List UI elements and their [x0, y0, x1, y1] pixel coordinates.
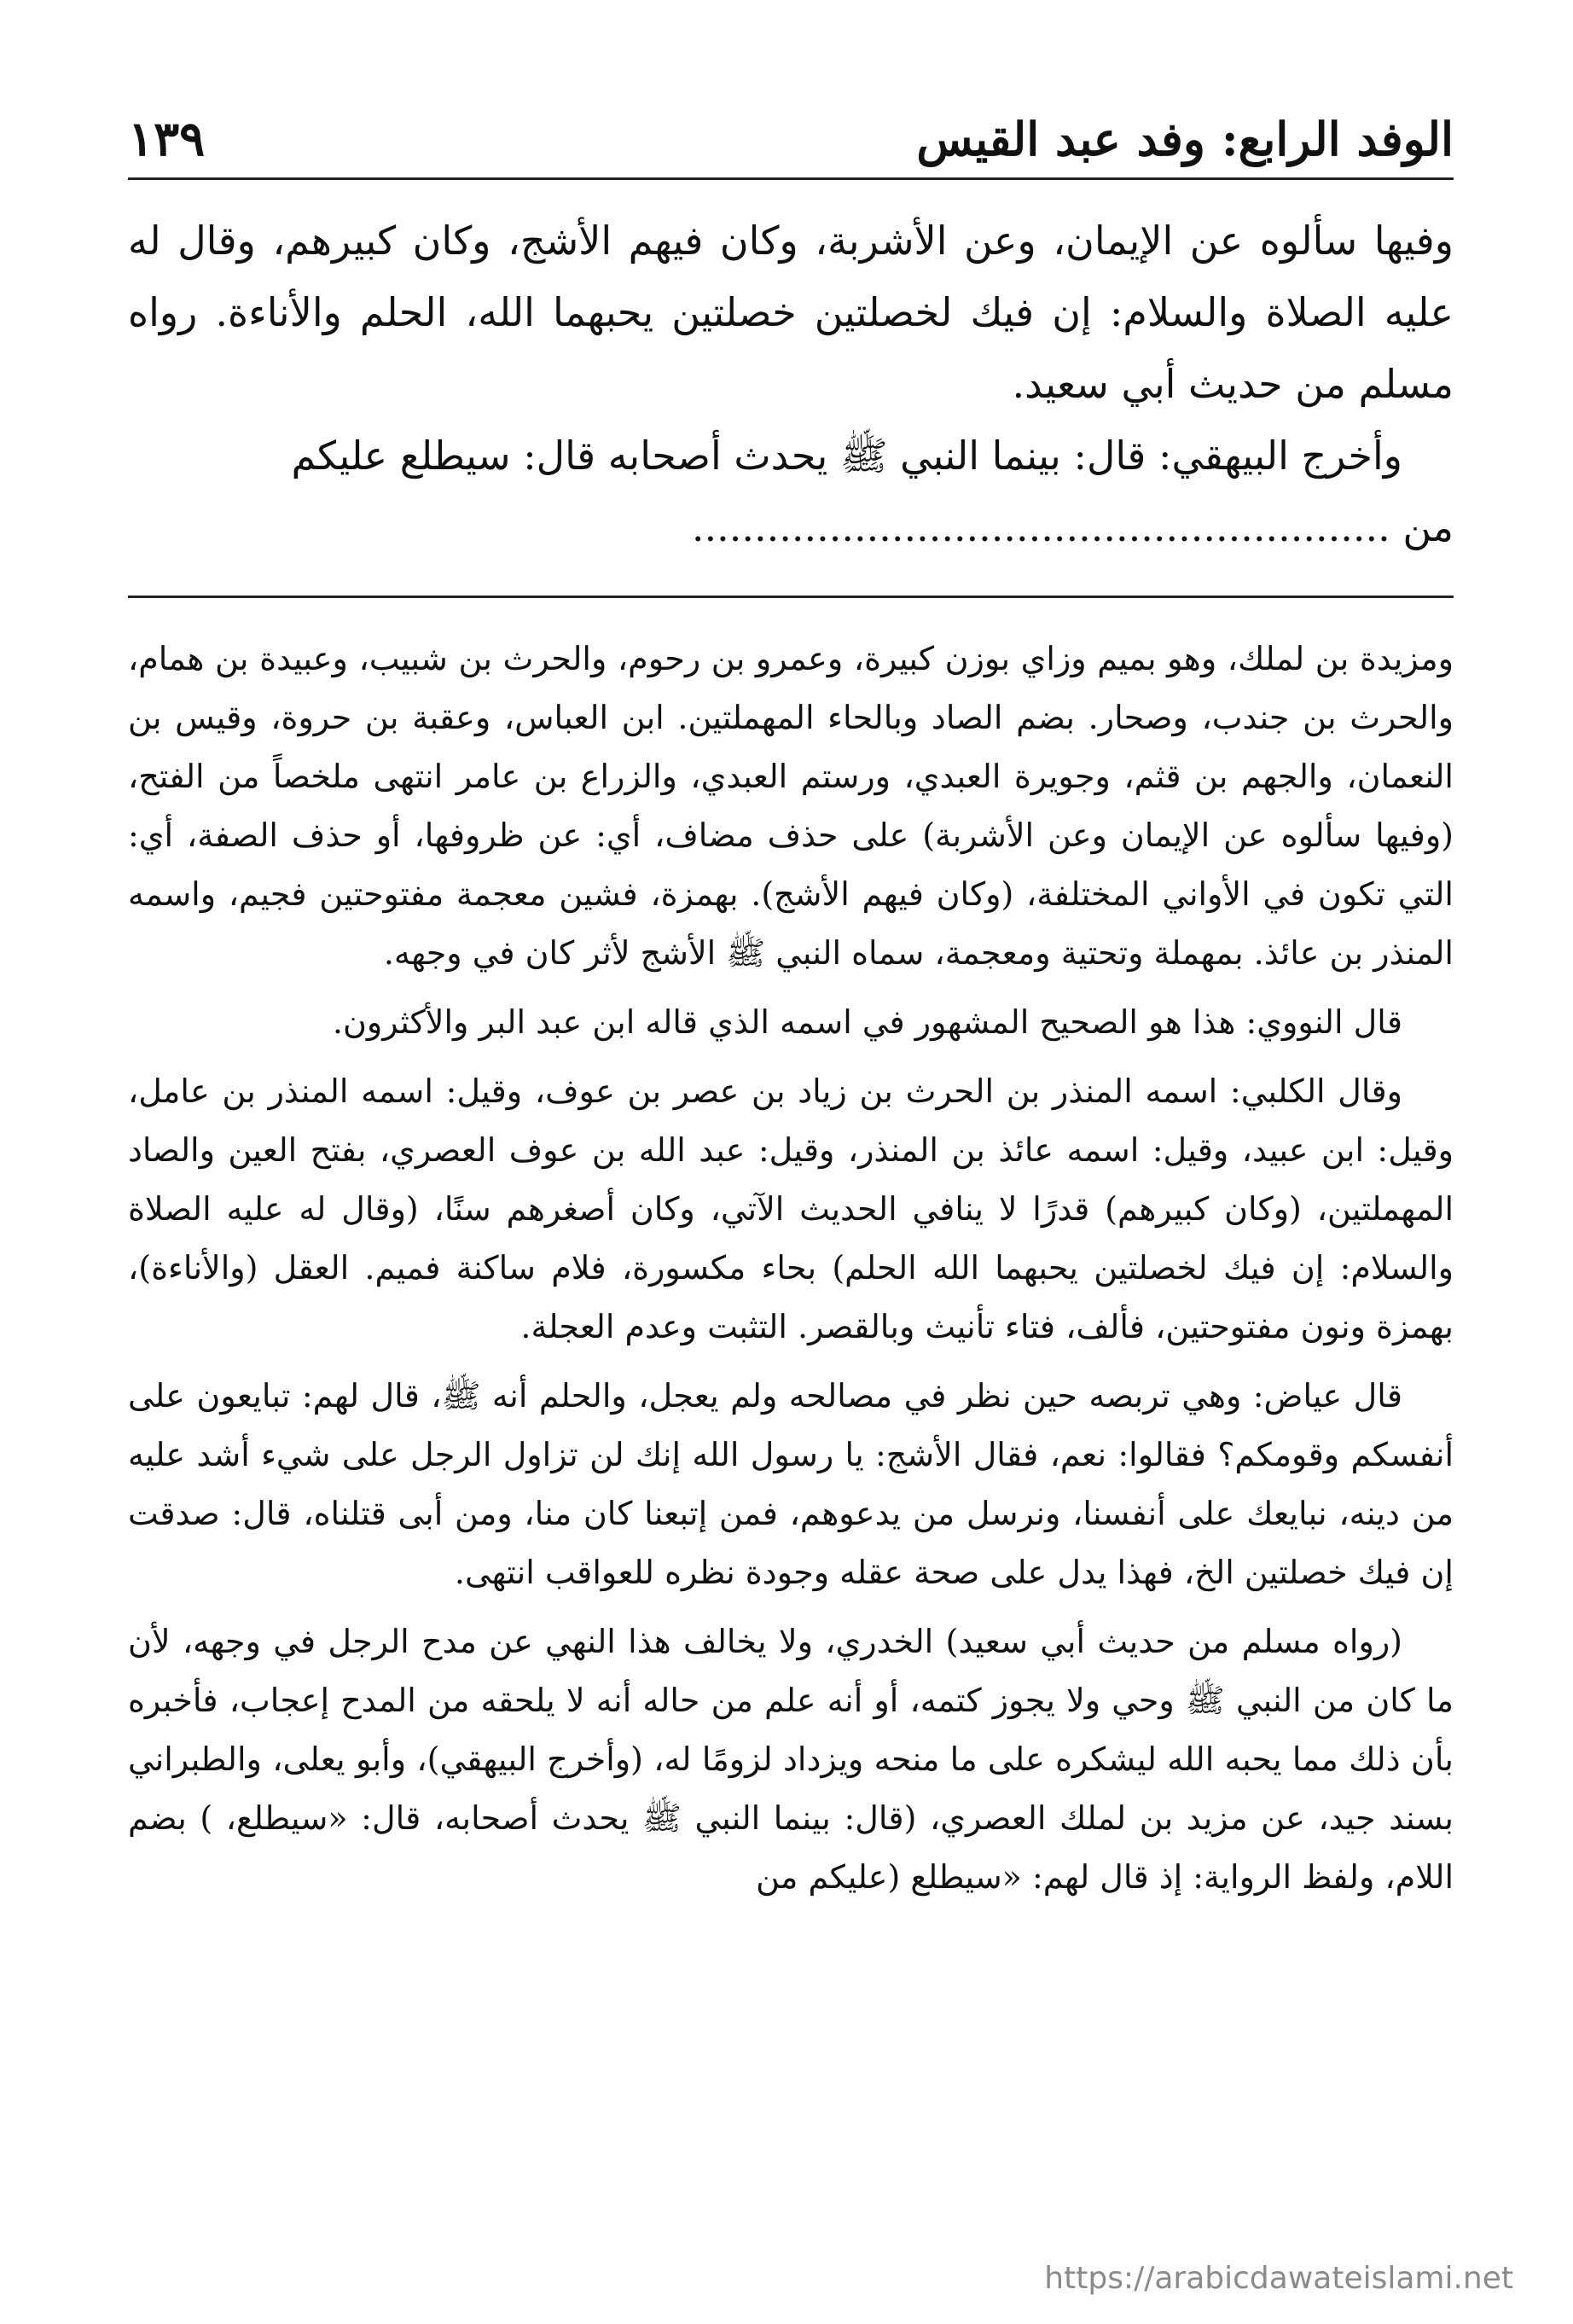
commentary-text	[128, 630, 1454, 1907]
commentary-paragraph: وقال الكلبي: اسمه المنذر بن الحرث بن زياد بن عصر بن عوف، وقيل: اسمه المنذر بن عامل، وقيل: ابن عبيد، وقيل: اسمه عائذ بن المنذر، وقيل: عبد الله بن عوف العصري، بفتح العين والصاد المهملتين، (وكان كبيرهم) قدرًا لا ينافي الحديث الآتي، وكان أصغرهم سنًا، (وقال له عليه الصلاة والسلام: إن فيك لخصلتين يحبهما الله الحلم) بحاء مكسورة، فلام ساكنة فميم. العقل (والأناءة)، بهمزة ونون مفتوحتين، فألف، فتاء تأنيث وبالقصر. التثبت وعدم العجلة.	[128, 1072, 1454, 1345]
page-header	[128, 101, 1454, 177]
commentary-paragraph: قال عياض: وهي تربصه حين نظر في مصالحه ولم يعجل، والحلم أنه ﷺ، قال لهم: تبايعون على أنفسكم وقومكم؟ فقالوا: نعم، فقال الأشج: يا رسول الله إنك لن تزاول الرجل على شيء أشد عليه من دينه، نبايعك على أنفسنا، ونرسل من يدعوهم، فمن إتبعنا كان منا، ومن أبى قتلناه، قال: صدقت إن فيك خصلتين الخ، فهذا يدل على صحة عقله وجودة نظره للعواقب انتهى.	[128, 1377, 1454, 1591]
running-title: الوفد الرابع: وفد عبد القيس	[916, 112, 1454, 166]
main-paragraph: وأخرج البيهقي: قال: بينما النبي ﷺ يحدث أصحابه قال: سيطلع عليكم	[291, 433, 1402, 479]
main-text	[128, 205, 1454, 563]
main-continuation-line	[128, 491, 1454, 563]
commentary-paragraph: (رواه مسلم من حديث أبي سعيد) الخدري، ولا يخالف هذا النهي عن مدح الرجل في وجهه، لأن ما كان من النبي ﷺ وحي ولا يجوز كتمه، أو أنه علم من حاله أنه لا يلحقه من المدح إعجاب، فأخبره بأن ذلك مما يحبه الله ليشكره على ما منحه ويزداد لزومًا له، (وأخرج البيهقي)، وأبو يعلى، والطبراني بسند جيد، عن مزيد بن لملك العصري، (قال: بينما النبي ﷺ يحدث أصحابه، قال: «سيطلع، ) بضم اللام، ولفظ الرواية: إذ قال لهم: «سيطلع (عليكم من	[128, 1623, 1454, 1896]
continuation-word: من	[1402, 504, 1454, 550]
header-rule	[128, 177, 1454, 180]
watermark-url: https://arabicdawateislami.net	[1044, 2261, 1513, 2296]
section-divider	[128, 596, 1454, 598]
commentary-paragraph: ومزيدة بن لملك، وهو بميم وزاي بوزن كبيرة، وعمرو بن رحوم، والحرث بن شبيب، وعبيدة بن همام، والحرث بن جندب، وصحار. بضم الصاد وبالحاء المهملتين. ابن العباس، وعقبة بن حروة، وقيس بن النعمان، والجهم بن قثم، وجويرة العبدي، ورستم العبدي، والزراع بن عامر انتهى ملخصاً من الفتح، (وفيها سألوه عن الإيمان وعن الأشربة) على حذف مضاف، أي: عن ظروفها، أو حذف الصفة، أي: التي تكون في الأواني المختلفة، (وكان فيهم الأشج). بهمزة، فشين معجمة مفتوحتين فجيم، واسمه المنذر بن عائذ. بمهملة وتحتية ومعجمة، سماه النبي ﷺ الأشج لأثر كان في وجهه.	[128, 640, 1454, 972]
commentary-paragraph: قال النووي: هذا هو الصحيح المشهور في اسمه الذي قاله ابن عبد البر والأكثرون.	[332, 1003, 1402, 1041]
main-paragraph: وفيها سألوه عن الإيمان، وعن الأشربة، وكان فيهم الأشج، وكان كبيرهم، وقال له عليه الصلاة والسلام: إن فيك لخصلتين خصلتين يحبهما الله، الحلم والأناءة. رواه مسلم من حديث أبي سعيد.	[128, 218, 1454, 407]
ellipsis-dots: ........................................................	[691, 504, 1390, 550]
page-number: ١٣٩	[128, 111, 206, 167]
